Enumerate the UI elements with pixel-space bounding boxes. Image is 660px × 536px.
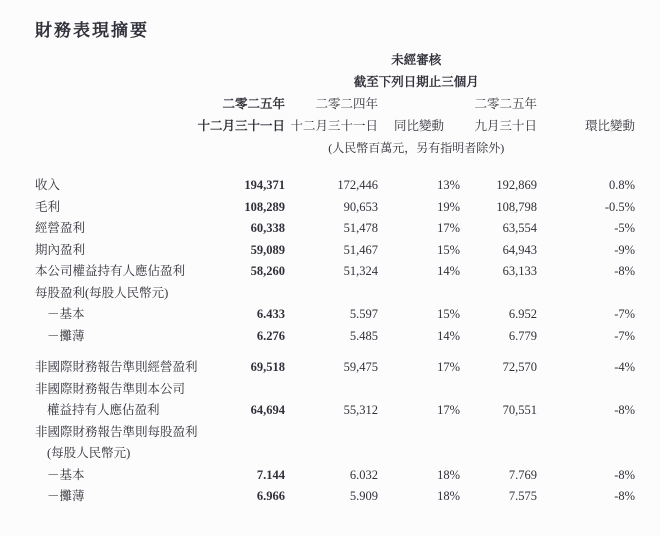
header-spacer-cell: [35, 137, 198, 159]
cell-value: [198, 443, 286, 465]
header-spacer-cell: [35, 115, 198, 137]
spacer: [35, 347, 635, 357]
row-label: 期內盈利: [35, 242, 86, 257]
header-row-years: [35, 93, 635, 115]
period-note-header: 截至下列日期止三個月: [353, 75, 479, 89]
cell-value: 192,869: [496, 178, 538, 192]
cell-value: [460, 422, 537, 444]
table-row: [35, 357, 635, 379]
cell-value: 5.485: [349, 328, 379, 343]
cell-value: [537, 283, 635, 305]
financial-summary-table: [35, 49, 635, 508]
cell-value: 5.909: [349, 489, 379, 503]
cell-value: -8%: [614, 403, 636, 417]
cell-value: 64,943: [502, 242, 538, 257]
row-label: 本公司權益持有人應佔盈利: [35, 264, 186, 278]
column-year-empty: [378, 93, 460, 115]
cell-value: 55,312: [343, 403, 379, 417]
cell-value: 69,518: [250, 360, 286, 374]
column-date-prev-quarter: 九月三十日: [474, 119, 538, 133]
table-row: [35, 400, 635, 422]
cell-value: -8%: [614, 467, 636, 482]
cell-value: 17%: [437, 360, 461, 374]
cell-value: 108,798: [496, 199, 538, 214]
unaudited-header: 未經審核: [391, 53, 442, 67]
cell-value: 64,694: [250, 403, 286, 417]
table-row: [35, 218, 635, 240]
unit-note: (人民幣百萬元，另有指明者除外): [328, 141, 505, 155]
cell-value: [285, 443, 378, 465]
page-title: 財務表現摘要: [35, 21, 149, 40]
row-label: 非國際財務報告準則本公司: [35, 381, 186, 396]
spacer: [35, 159, 635, 175]
cell-value: 51,467: [343, 242, 379, 257]
header-spacer-cell: [35, 71, 198, 93]
header-row-unit: [35, 137, 635, 159]
cell-value: 6.032: [349, 467, 379, 482]
cell-value: 7.769: [508, 467, 538, 482]
cell-value: -7%: [614, 328, 636, 343]
row-label: 權益持有人應佔盈利: [47, 403, 160, 417]
cell-value: -5%: [614, 221, 636, 235]
header-row-dates: [35, 115, 635, 137]
table-row: [35, 261, 635, 283]
cell-value: [285, 422, 378, 444]
cell-value: 14%: [437, 328, 461, 343]
cell-value: 59,089: [250, 242, 286, 257]
row-label: (每股人民幣元): [47, 446, 131, 460]
cell-value: 70,551: [502, 403, 538, 417]
cell-value: 0.8%: [608, 178, 636, 192]
cell-value: 18%: [437, 467, 461, 482]
table-row: [35, 465, 635, 487]
row-label: 毛利: [35, 199, 61, 214]
cell-value: [378, 422, 460, 444]
cell-value: 51,478: [343, 221, 379, 235]
cell-value: 15%: [437, 307, 461, 321]
cell-value: 63,133: [502, 264, 538, 278]
cell-value: [537, 379, 635, 401]
table-row: [35, 197, 635, 219]
cell-value: 51,324: [343, 264, 379, 278]
cell-value: -4%: [614, 360, 636, 374]
cell-value: 13%: [437, 178, 461, 192]
cell-value: [285, 379, 378, 401]
cell-value: 7.575: [508, 489, 538, 503]
cell-value: -9%: [614, 242, 636, 257]
table-row: [35, 304, 635, 326]
cell-value: 6.779: [508, 328, 538, 343]
section-label-row: [35, 283, 635, 305]
row-label: －基本: [47, 307, 85, 321]
spacer-row: [35, 347, 635, 357]
header-spacer-cell: [35, 49, 198, 71]
cell-value: 14%: [437, 264, 461, 278]
cell-value: [198, 283, 286, 305]
cell-value: [460, 379, 537, 401]
cell-value: 17%: [437, 221, 461, 235]
cell-value: 7.144: [256, 467, 286, 482]
cell-value: 108,289: [244, 199, 286, 214]
cell-value: 6.966: [256, 489, 286, 503]
header-spacer-cell: [35, 93, 198, 115]
row-label: 每股盈利(每股人民幣元): [35, 285, 169, 300]
header-row-period: [35, 71, 635, 93]
table-row: [35, 175, 635, 197]
column-year-prev-quarter: 二零二五年: [474, 97, 538, 111]
row-label: －基本: [47, 467, 85, 482]
cell-value: -8%: [614, 489, 636, 503]
cell-value: [378, 443, 460, 465]
row-label: 非國際財務報告準則經營盈利: [35, 360, 198, 374]
spacer-row: [35, 159, 635, 175]
cell-value: 18%: [437, 489, 461, 503]
cell-value: 60,338: [250, 221, 286, 235]
cell-value: 19%: [437, 199, 461, 214]
cell-value: 6.952: [508, 307, 538, 321]
cell-value: [378, 379, 460, 401]
cell-value: [198, 422, 286, 444]
column-year-empty: [537, 93, 635, 115]
row-label: －攤薄: [47, 489, 85, 503]
section-label-row: [35, 379, 635, 401]
table-body: [35, 175, 635, 508]
section-label-row: [35, 422, 635, 444]
table-row: [35, 240, 635, 262]
row-label: 收入: [35, 178, 61, 192]
cell-value: -0.5%: [604, 199, 636, 214]
column-qoq-change: 環比變動: [585, 119, 636, 133]
cell-value: 15%: [437, 242, 461, 257]
cell-value: 59,475: [343, 360, 379, 374]
section-label-row: [35, 443, 635, 465]
cell-value: 58,260: [250, 264, 286, 278]
cell-value: [285, 283, 378, 305]
cell-value: [460, 443, 537, 465]
table-row: [35, 486, 635, 508]
column-year-current: 二零二五年: [222, 97, 286, 111]
header-row-unaudited: [35, 49, 635, 71]
column-yoy-change: 同比變動: [394, 119, 445, 133]
cell-value: 63,554: [502, 221, 538, 235]
column-date-current: 十二月三十一日: [197, 119, 286, 133]
row-label: －攤薄: [47, 328, 85, 343]
cell-value: 5.597: [349, 307, 379, 321]
row-label: 經營盈利: [35, 221, 86, 235]
column-year-prior: 二零二四年: [315, 97, 379, 111]
cell-value: [378, 283, 460, 305]
cell-value: 172,446: [337, 178, 379, 192]
cell-value: [537, 443, 635, 465]
cell-value: 194,371: [244, 178, 286, 192]
cell-value: -7%: [614, 307, 636, 321]
cell-value: 6.276: [256, 328, 286, 343]
cell-value: -8%: [614, 264, 636, 278]
column-date-prior: 十二月三十一日: [290, 119, 379, 133]
cell-value: [198, 379, 286, 401]
cell-value: [460, 283, 537, 305]
cell-value: 17%: [437, 403, 461, 417]
cell-value: 6.433: [256, 307, 286, 321]
row-label: 非國際財務報告準則每股盈利: [35, 424, 198, 439]
cell-value: 90,653: [343, 199, 379, 214]
cell-value: 72,570: [502, 360, 538, 374]
table-row: [35, 326, 635, 348]
cell-value: [537, 422, 635, 444]
